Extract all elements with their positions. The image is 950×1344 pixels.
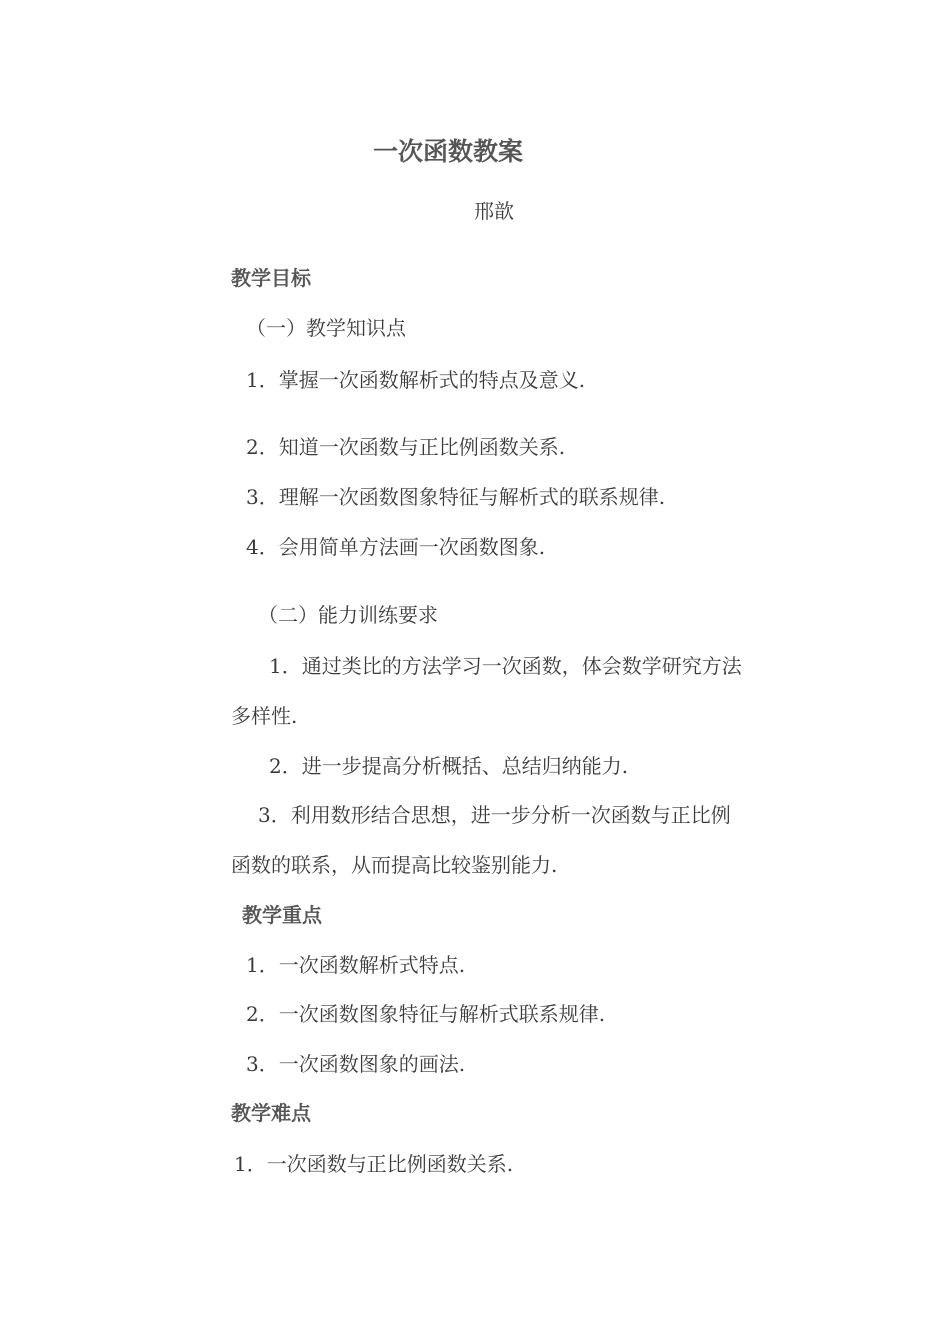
list-item: 2．一次函数图象特征与解析式联系规律.	[246, 1002, 606, 1026]
document-author: 邢歆	[474, 199, 514, 223]
list-item: 3．一次函数图象的画法.	[246, 1052, 466, 1076]
section-heading-key-points: 教学重点	[242, 903, 322, 927]
document-title: 一次函数教案	[373, 137, 524, 166]
section-heading-objectives: 教学目标	[231, 266, 311, 290]
subsection-heading-knowledge: （一）教学知识点	[246, 316, 406, 340]
list-item-continuation: 多样性.	[231, 704, 298, 728]
section-heading-difficulties: 教学难点	[231, 1101, 311, 1125]
list-item: 3．利用数形结合思想，进一步分析一次函数与正比例	[258, 803, 731, 827]
list-item: 2．知道一次函数与正比例函数关系.	[246, 435, 566, 459]
list-item: 1．一次函数解析式特点.	[246, 953, 466, 977]
list-item-continuation: 函数的联系，从而提高比较鉴别能力.	[231, 853, 558, 877]
list-item: 1．一次函数与正比例函数关系.	[234, 1152, 514, 1176]
list-item: 2．进一步提高分析概括、总结归纳能力.	[269, 754, 629, 778]
subsection-heading-ability: （二）能力训练要求	[258, 603, 438, 627]
list-item: 4．会用简单方法画一次函数图象.	[246, 535, 546, 559]
list-item: 1．通过类比的方法学习一次函数，体会数学研究方法	[269, 654, 742, 678]
list-item: 3．理解一次函数图象特征与解析式的联系规律.	[246, 485, 666, 509]
list-item: 1．掌握一次函数解析式的特点及意义.	[246, 368, 586, 392]
